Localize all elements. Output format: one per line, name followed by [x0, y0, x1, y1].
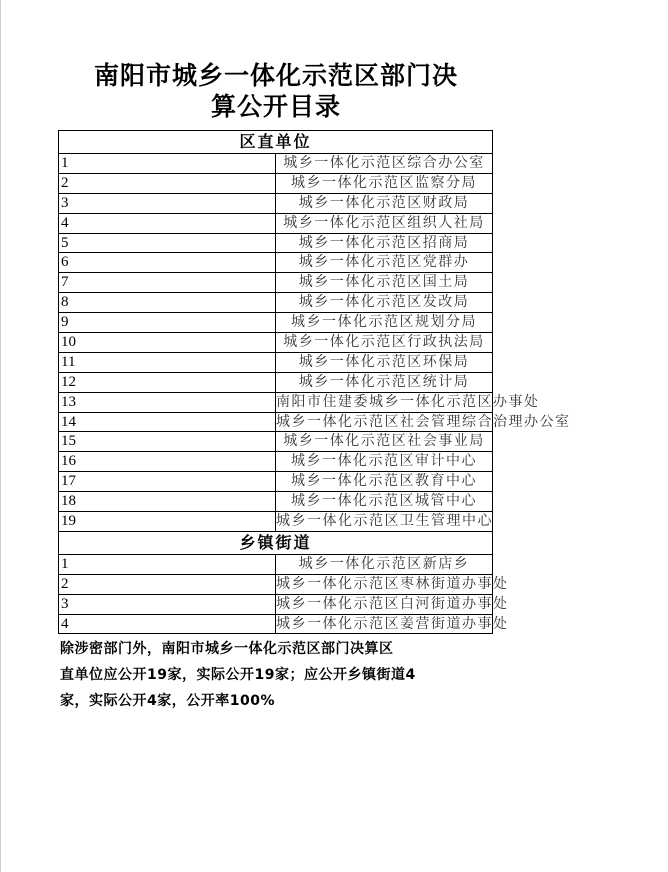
table-row — [59, 594, 493, 614]
summary-note — [60, 636, 496, 714]
note-line-2: 直单位应公开19家，实际公开19家；应公开乡镇街道4 — [60, 667, 416, 683]
table-row — [59, 352, 493, 372]
table-row — [59, 372, 493, 392]
row-number: 1 — [59, 154, 276, 174]
table-row — [59, 392, 493, 412]
row-number: 1 — [59, 554, 276, 574]
department-name: 城乡一体化示范区行政执法局 — [276, 333, 493, 353]
page-title — [56, 60, 496, 122]
table-row — [59, 293, 493, 313]
department-name: 城乡一体化示范区监察分局 — [276, 173, 493, 193]
table-row — [59, 574, 493, 594]
title-line-1: 南阳市城乡一体化示范区部门决 — [93, 61, 458, 90]
page-edge — [0, 0, 1, 872]
row-number: 6 — [59, 253, 276, 273]
note-line-1: 除涉密部门外，南阳市城乡一体化示范区部门决算区 — [60, 641, 394, 657]
row-number: 14 — [59, 412, 276, 432]
department-name: 城乡一体化示范区社会管理综合治理办公室 — [276, 412, 493, 432]
department-name: 城乡一体化示范区社会事业局 — [276, 432, 493, 452]
row-number: 17 — [59, 472, 276, 492]
table-row — [59, 554, 493, 574]
table-row — [59, 313, 493, 333]
row-number: 4 — [59, 614, 276, 634]
row-number: 13 — [59, 392, 276, 412]
row-number: 5 — [59, 233, 276, 253]
note-line-3: 家，实际公开4家，公开率100% — [60, 693, 275, 709]
department-name: 城乡一体化示范区城管中心 — [276, 492, 493, 512]
section-heading-district: 区直单位 — [59, 131, 493, 154]
department-name: 城乡一体化示范区统计局 — [276, 372, 493, 392]
table-row — [59, 492, 493, 512]
row-number: 2 — [59, 173, 276, 193]
row-number: 15 — [59, 432, 276, 452]
row-number: 4 — [59, 213, 276, 233]
table-row — [59, 253, 493, 273]
department-name: 城乡一体化示范区环保局 — [276, 352, 493, 372]
title-line-2: 算公开目录 — [210, 92, 341, 121]
table-row — [59, 452, 493, 472]
department-name: 城乡一体化示范区审计中心 — [276, 452, 493, 472]
department-name: 城乡一体化示范区综合办公室 — [276, 154, 493, 174]
table-row — [59, 472, 493, 492]
table-row — [59, 173, 493, 193]
disclosure-table — [58, 130, 571, 634]
section-header-row — [59, 531, 493, 554]
department-name: 城乡一体化示范区国土局 — [276, 273, 493, 293]
department-name: 城乡一体化示范区白河街道办事处 — [276, 594, 493, 614]
row-number: 16 — [59, 452, 276, 472]
table-row — [59, 412, 493, 432]
table-row — [59, 213, 493, 233]
row-number: 3 — [59, 594, 276, 614]
department-name: 城乡一体化示范区枣林街道办事处 — [276, 574, 493, 594]
table-row — [59, 273, 493, 293]
row-number: 18 — [59, 492, 276, 512]
row-number: 8 — [59, 293, 276, 313]
row-number: 3 — [59, 193, 276, 213]
section-header-row — [59, 131, 493, 154]
row-number: 2 — [59, 574, 276, 594]
department-name: 城乡一体化示范区规划分局 — [276, 313, 493, 333]
department-name: 城乡一体化示范区党群办 — [276, 253, 493, 273]
department-name: 城乡一体化示范区姜营街道办事处 — [276, 614, 493, 634]
department-name: 城乡一体化示范区卫生管理中心 — [276, 512, 493, 532]
table-row — [59, 432, 493, 452]
table-row — [59, 512, 493, 532]
row-number: 9 — [59, 313, 276, 333]
row-number: 7 — [59, 273, 276, 293]
department-name: 城乡一体化示范区组织人社局 — [276, 213, 493, 233]
row-number: 19 — [59, 512, 276, 532]
table-row — [59, 614, 493, 634]
row-number: 11 — [59, 352, 276, 372]
table-row — [59, 154, 493, 174]
department-name: 城乡一体化示范区发改局 — [276, 293, 493, 313]
section-heading-township: 乡镇街道 — [59, 531, 493, 554]
department-name: 城乡一体化示范区财政局 — [276, 193, 493, 213]
row-number: 12 — [59, 372, 276, 392]
table-row — [59, 193, 493, 213]
table-row — [59, 233, 493, 253]
department-name: 城乡一体化示范区招商局 — [276, 233, 493, 253]
department-name: 南阳市住建委城乡一体化示范区办事处 — [276, 392, 493, 412]
table-row — [59, 333, 493, 353]
department-name: 城乡一体化示范区教育中心 — [276, 472, 493, 492]
department-name: 城乡一体化示范区新店乡 — [276, 554, 493, 574]
row-number: 10 — [59, 333, 276, 353]
